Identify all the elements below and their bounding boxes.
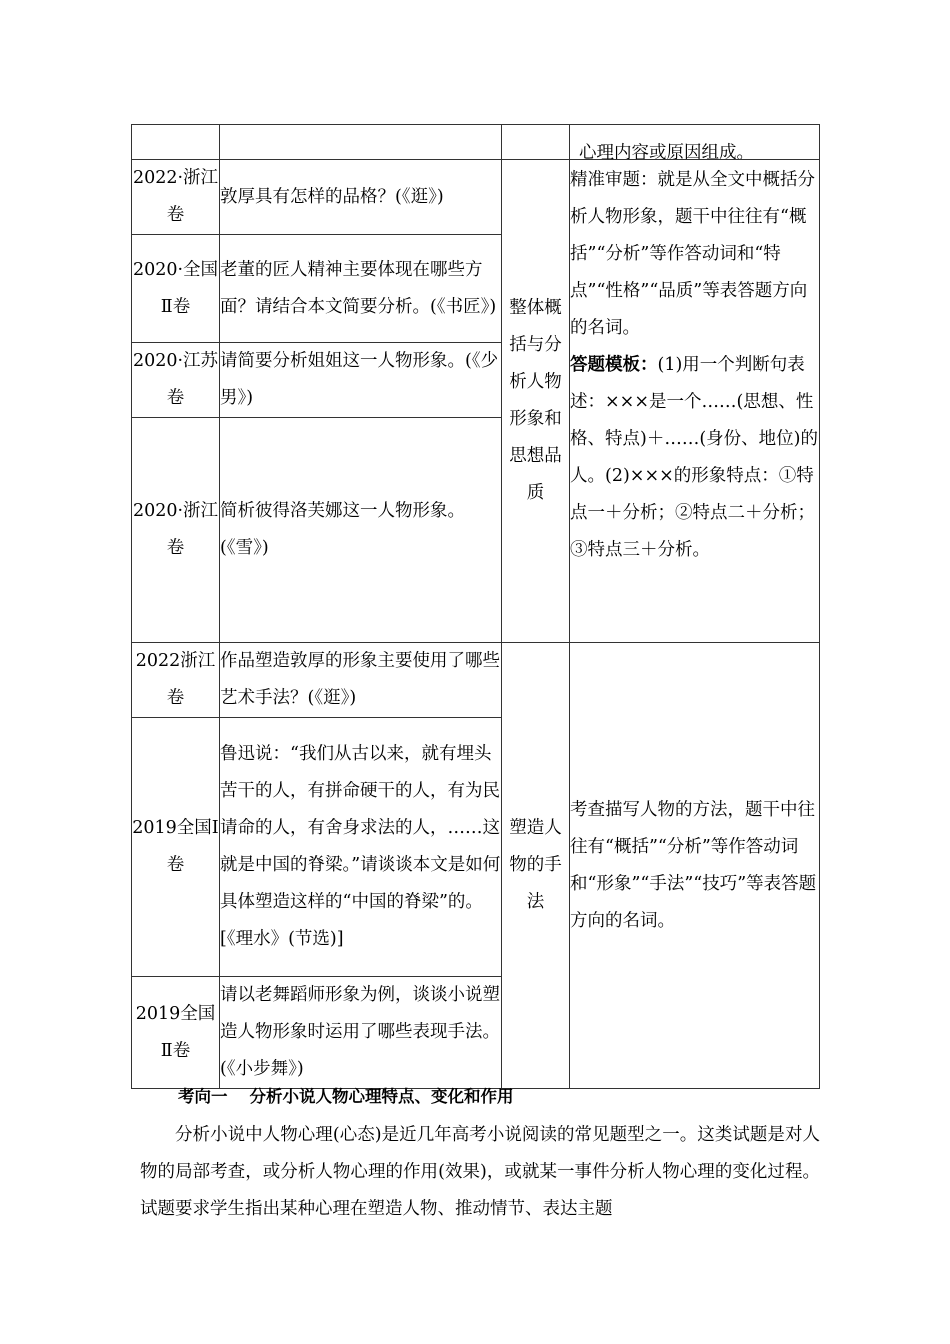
- section-heading: [178, 1084, 514, 1110]
- year-cell: 2019全国Ⅰ卷: [132, 718, 220, 977]
- assessment-point-cell: 塑造人物的手法: [502, 643, 570, 1089]
- audit-label: 精准审题：: [570, 170, 658, 190]
- year-cell: 2020·全国Ⅱ卷: [132, 235, 220, 343]
- section-title: 分析小说人物心理特点、变化和作用: [249, 1087, 514, 1106]
- question-cell: 请简要分析姐姐这一人物形象。(《少男》): [220, 343, 502, 418]
- question-cell: 老董的匠人精神主要体现在哪些方面？请结合本文简要分析。(《书匠》): [220, 235, 502, 343]
- year-cell: 2020·江苏卷: [132, 343, 220, 418]
- template-text: (1)用一个判断句表述：×××是一个……(思想、性格、特点)＋……(身份、地位)的人。(2)×××的形象特点：①特点一＋分析；②特点二＋分析；③特点三＋分析。: [570, 355, 818, 560]
- question-cell: 简析彼得洛芙娜这一人物形象。(《雪》): [220, 418, 502, 643]
- table-row: [132, 160, 820, 235]
- body-paragraph: 分析小说中人物心理(心态)是近几年高考小说阅读的常见题型之一。这类试题是对人物的局部考查，或分析人物心理的作用(效果)，或就某一事件分析人物心理的变化过程。试题要求学生指出某种心理在塑造人物、推动情节、表达主题: [140, 1125, 820, 1219]
- year-cell: 2020·浙江卷: [132, 418, 220, 643]
- question-cell: 作品塑造敦厚的形象主要使用了哪些艺术手法？(《逛》): [220, 643, 502, 718]
- assessment-point-cell: 整体概括与分析人物形象和思想品质: [502, 160, 570, 643]
- table-cell: [220, 125, 502, 160]
- table-row: [132, 125, 820, 160]
- carryover-text: 心理内容或原因组成。: [579, 143, 754, 163]
- year-cell: 2022·浙江卷: [132, 160, 220, 235]
- question-cell: 敦厚具有怎样的品格？(《逛》): [220, 160, 502, 235]
- year-cell: 2022浙江卷: [132, 643, 220, 718]
- table-cell: [132, 125, 220, 160]
- year-cell: 2019全国Ⅱ卷: [132, 977, 220, 1089]
- table-row: [132, 643, 820, 718]
- question-cell: 鲁迅说：“我们从古以来，就有埋头苦干的人，有拼命硬干的人，有为民请命的人，有舍身求法的人，……这就是中国的脊梁。”请谈谈本文是如何具体塑造这样的“中国的脊梁”的。[《理水》(节选)]: [220, 718, 502, 977]
- description-cell: [570, 160, 820, 643]
- audit-text: 就是从全文中概括分析人物形象，题干中往往有“概括”“分析”等作答动词和“特点”“性格”“品质”等表答题方向的名词。: [570, 170, 815, 338]
- section-label: 考向一: [178, 1087, 228, 1106]
- table-cell: [570, 125, 820, 160]
- exam-topic-table: [131, 124, 820, 1089]
- template-label: 答题模板：: [570, 355, 658, 375]
- description-cell: 考查描写人物的方法，题干中往往有“概括”“分析”等作答动词和“形象”“手法”“技巧”等表答题方向的名词。: [570, 643, 820, 1089]
- table-cell: [502, 125, 570, 160]
- question-cell: 请以老舞蹈师形象为例，谈谈小说塑造人物形象时运用了哪些表现手法。(《小步舞》): [220, 977, 502, 1089]
